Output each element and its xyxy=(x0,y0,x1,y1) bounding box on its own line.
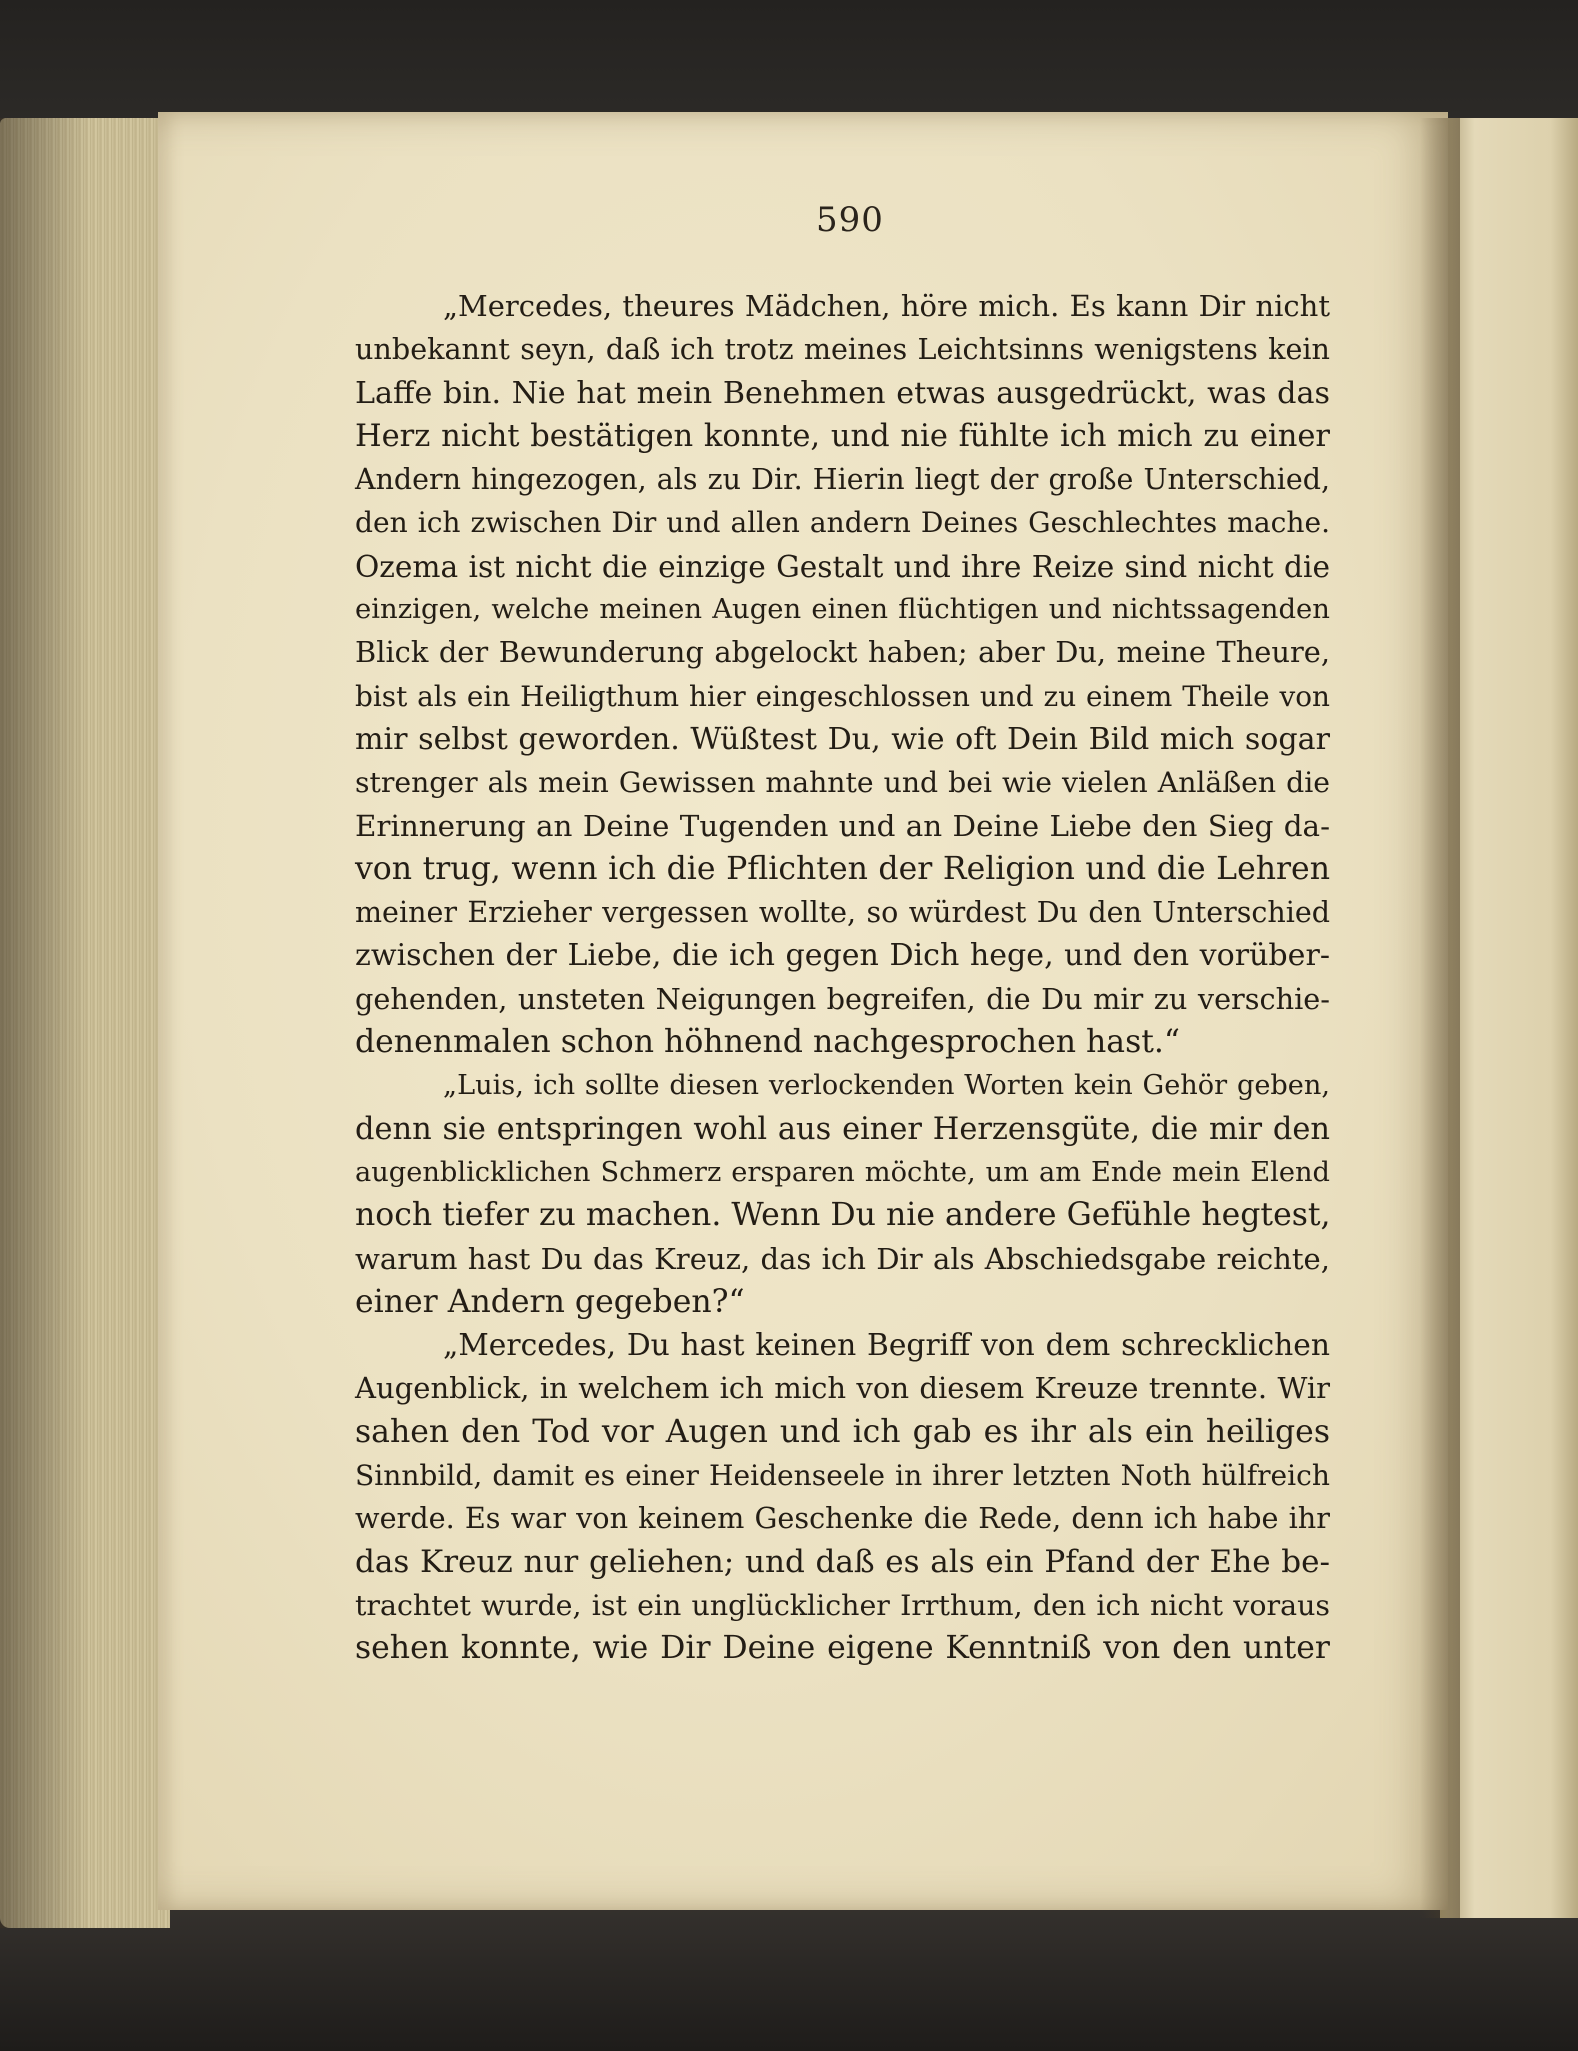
gutter-shadow xyxy=(1420,118,1460,1918)
facing-page-edge xyxy=(1440,118,1578,1918)
text-line: warum hast Du das Kreuz, das ich Dir als Abschiedsgabe reichte, xyxy=(355,1241,1330,1276)
text-line: gehenden, unsteten Neigungen begreifen, die Du mir zu verschie- xyxy=(355,981,1330,1016)
text-line: einer Andern gegeben?“ xyxy=(355,1283,745,1320)
text-line: werde. Es war von keinem Geschenke die Rede, denn ich habe ihr xyxy=(355,1501,1330,1536)
text-line: Sinnbild, damit es einer Heidenseele in ihrer letzten Noth hülfreich xyxy=(355,1459,1330,1493)
page-edges-shadow xyxy=(0,118,90,1928)
text-line: Ozema ist nicht die einzige Gestalt und ihre Reize sind nicht die xyxy=(355,548,1330,584)
text-line: „Mercedes, Du hast keinen Begriff von dem schrecklichen xyxy=(443,1328,1330,1364)
text-line: meiner Erzieher vergessen wollte, so würdest Du den Unterschied xyxy=(355,896,1330,930)
text-line: Augenblick, in welchem ich mich von diesem Kreuze trennte. Wir xyxy=(355,1371,1330,1406)
text-line: mir selbst geworden. Wüßtest Du, wie oft Dein Bild mich sogar xyxy=(355,721,1330,757)
text-line: strenger als mein Gewissen mahnte und bei wie vielen Anläßen die xyxy=(355,766,1330,800)
text-line: Blick der Bewunderung abgelockt haben; aber Du, meine Theure, xyxy=(355,635,1330,670)
text-line: von trug, wenn ich die Pflichten der Religion und die Lehren xyxy=(355,850,1330,887)
text-line: denenmalen schon höhnend nachgesprochen hast.“ xyxy=(355,1024,1181,1061)
text-line: das Kreuz nur geliehen; und daß es als ein Pfand der Ehe be- xyxy=(355,1543,1330,1580)
text-line: den ich zwischen Dir und allen andern Deines Geschlechtes mache. xyxy=(355,506,1330,540)
background-top xyxy=(0,0,1578,120)
text-line: Andern hingezogen, als zu Dir. Hierin liegt der große Unterschied, xyxy=(355,463,1330,497)
text-line: augenblicklichen Schmerz ersparen möchte, um am Ende mein Elend xyxy=(355,1156,1330,1188)
page-number: 590 xyxy=(816,200,884,240)
text-line: „Mercedes, theures Mädchen, höre mich. Es kann Dir nicht xyxy=(443,289,1330,323)
text-line: noch tiefer zu machen. Wenn Du nie andere Gefühle hegtest, xyxy=(355,1197,1331,1234)
text-line: zwischen der Liebe, die ich gegen Dich hege, und den vorüber- xyxy=(355,938,1330,974)
text-line: sahen den Tod vor Augen und ich gab es ihr als ein heiliges xyxy=(355,1413,1330,1450)
text-line: Erinnerung an Deine Tugenden und an Deine Liebe den Sieg da- xyxy=(355,808,1330,843)
page-text xyxy=(355,285,1330,1671)
text-line: denn sie entspringen wohl aus einer Herzensgüte, die mir den xyxy=(355,1111,1330,1147)
text-line: einzigen, welche meinen Augen einen flüchtigen und nichtssagenden xyxy=(355,594,1330,626)
text-line: sehen konnte, wie Dir Deine eigene Kenntniß von den unter xyxy=(355,1630,1330,1667)
text-line: „Luis, ich sollte diesen verlockenden Worten kein Gehör geben, xyxy=(443,1070,1330,1102)
text-line: trachtet wurde, ist ein unglücklicher Irrthum, den ich nicht voraus xyxy=(355,1588,1330,1622)
text-line: Laffe bin. Nie hat mein Benehmen etwas ausgedrückt, was das xyxy=(355,375,1330,411)
text-line: Herz nicht bestätigen konnte, und nie fühlte ich mich zu einer xyxy=(355,418,1330,454)
text-line: bist als ein Heiligthum hier eingeschlossen und zu einem Theile von xyxy=(355,679,1330,713)
text-line: unbekannt seyn, daß ich trotz meines Leichtsinns wenigstens kein xyxy=(355,332,1330,367)
